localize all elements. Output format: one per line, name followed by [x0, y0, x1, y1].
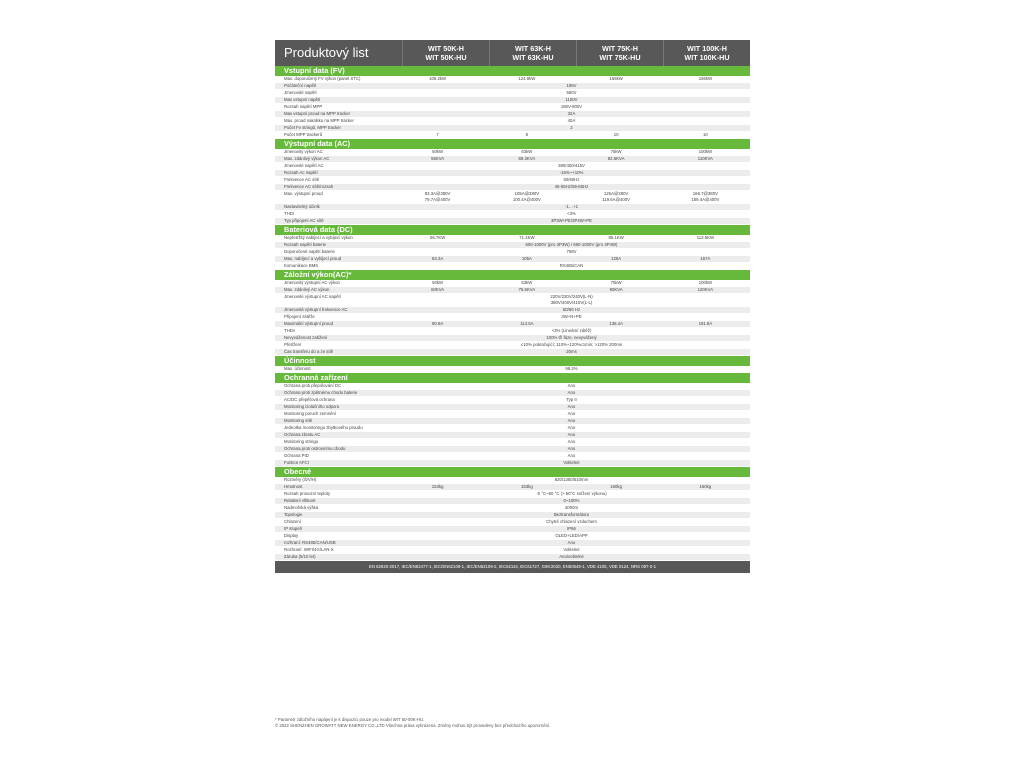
- row-label: Monitoring izolačního odporu: [284, 404, 340, 409]
- value-cell: -1…+1: [564, 204, 579, 209]
- table-row: [275, 263, 750, 270]
- value-cell: 32A: [567, 111, 576, 116]
- row-label: Max. výstupní proud: [284, 191, 323, 196]
- model-col-3: [576, 40, 663, 66]
- row-label: Jmenovité napětí AC: [284, 163, 324, 168]
- table-row: [275, 432, 750, 439]
- value-cell: 75kW: [610, 149, 622, 154]
- model-name: WIT 100K-H: [687, 44, 727, 53]
- value-cell: 125A@380V 119.6A@400V: [602, 191, 630, 202]
- table-row: [275, 491, 750, 498]
- section-header: Vstupní data (FV): [275, 66, 750, 76]
- value-cell: 153kg: [431, 484, 444, 489]
- table-row: [275, 383, 750, 390]
- table-row: [275, 484, 750, 491]
- row-label: Frekvence AC sítě/rozsah: [284, 184, 334, 189]
- row-values: [393, 170, 750, 176]
- table-row: [275, 554, 750, 561]
- value-cell: 550V: [566, 90, 577, 95]
- row-label: Topologie: [284, 512, 303, 517]
- value-cell: Ano: [567, 383, 576, 388]
- row-values: [393, 314, 750, 320]
- row-label: Chlazení: [284, 519, 301, 524]
- value-cell: 83.3A@380V 79.7A@400V: [424, 191, 451, 202]
- value-cell: Beztransformátoru: [553, 512, 590, 517]
- row-label: Rozsah provozní teploty: [284, 491, 331, 496]
- table-row: [275, 111, 750, 118]
- row-label: Max. zdánlivý výkon AC: [284, 156, 330, 161]
- model-name: WIT 50K-H: [428, 44, 464, 53]
- table-row: [275, 170, 750, 177]
- table-row: [275, 314, 750, 321]
- row-label: Čas transferu do a ze sítě: [284, 349, 334, 354]
- table-row: [275, 177, 750, 184]
- model-name: WIT 75K-H: [602, 44, 638, 53]
- value-cell: 50/60Hz: [563, 177, 580, 182]
- value-cell: 768V: [566, 249, 577, 254]
- table-row: [275, 328, 750, 335]
- row-label: Nepřetržitý nabíjecí a vybíjecí výkon: [284, 235, 353, 240]
- value-cell: 50/60 Hz: [562, 307, 581, 312]
- row-values: [393, 263, 750, 269]
- value-cell: Typ II: [566, 397, 577, 402]
- row-label: Záruka (5/10 let): [284, 554, 316, 559]
- value-cell: 63kW: [521, 149, 533, 154]
- value-cell: 136.4A: [609, 321, 623, 326]
- value-cell: 109.2kW: [429, 76, 447, 81]
- row-label: Monitoring sítě: [284, 418, 313, 423]
- value-cell: 166.7@380V 159.4A@400V: [691, 191, 720, 202]
- row-values: [393, 390, 750, 396]
- value-cell: 153kg: [521, 484, 533, 489]
- row-values: [393, 498, 750, 504]
- value-cell: 113.5KW: [696, 235, 715, 240]
- value-cell: 56.7KW: [429, 235, 446, 240]
- row-label: Jednotka monitoringu zbytkového proudu: [284, 425, 363, 430]
- row-label: Přetížení: [284, 342, 302, 347]
- model-col-1: [402, 40, 489, 66]
- table-row: [275, 460, 750, 467]
- row-label: Rozsah napětí baterie: [284, 242, 327, 247]
- model-col-4: [663, 40, 750, 66]
- value-cell: 3P3W+PE/3P4W+PE: [550, 218, 593, 223]
- value-cell: OLED+LED/APP: [555, 533, 588, 538]
- value-cell: 156kW: [698, 76, 713, 81]
- row-label: Display: [284, 533, 299, 538]
- sheet-title: Produktový list: [284, 45, 369, 60]
- table-row: [275, 294, 750, 307]
- row-values: [393, 397, 750, 403]
- row-values: [393, 554, 750, 560]
- row-label: Jmenovité napětí: [284, 90, 317, 95]
- table-row: [275, 335, 750, 342]
- value-cell: 0~100%: [563, 498, 580, 503]
- table-row: [275, 498, 750, 505]
- row-label: Doporučené napětí baterie: [284, 249, 335, 254]
- table-row: [275, 533, 750, 540]
- value-cell: 167A: [700, 256, 711, 261]
- row-values: [393, 484, 750, 490]
- row-label: Max. nabíjecí a vybíjecí proud: [284, 256, 342, 261]
- row-values: [393, 256, 750, 262]
- row-label: Počet Fv stringů. MPP tracker: [284, 125, 341, 130]
- value-cell: 100kW: [698, 149, 713, 154]
- value-cell: 45-55Hz/55-65Hz: [554, 184, 589, 189]
- value-cell: 82.5KVA: [607, 156, 625, 161]
- row-label: Komunikace BMS: [284, 263, 319, 268]
- row-label: Jmenovitý výstupní AC výkon: [284, 280, 340, 285]
- row-label: THDI: [284, 211, 295, 216]
- model-name: WIT 50K-HU: [425, 53, 467, 62]
- table-row: [275, 249, 750, 256]
- row-label: Jmenovitý výkon AC: [284, 149, 323, 154]
- row-values: [393, 404, 750, 410]
- value-cell: 55KVA: [431, 156, 445, 161]
- row-values: [393, 90, 750, 96]
- footnotes: [275, 717, 755, 729]
- section-header: Bateriová data (DC): [275, 225, 750, 235]
- row-values: [393, 425, 750, 431]
- value-cell: 40A: [567, 118, 576, 123]
- model-name: WIT 63K-H: [515, 44, 551, 53]
- row-values: [393, 111, 750, 117]
- row-label: Maximální výstupní proud: [284, 321, 333, 326]
- row-values: [393, 547, 750, 553]
- section-header: Ochranná zařízení: [275, 373, 750, 383]
- row-label: Relativní vlhkost: [284, 498, 316, 503]
- row-values: [393, 104, 750, 110]
- table-row: [275, 526, 750, 533]
- table-row: [275, 76, 750, 83]
- row-label: Ochrana proti ostrovnímu chodu: [284, 446, 346, 451]
- row-label: Počáteční napětí: [284, 83, 317, 88]
- row-label: Jmenovité výstupní AC napětí: [284, 294, 341, 299]
- row-label: IP stupeň: [284, 526, 303, 531]
- value-cell: 69.3KVA: [518, 156, 536, 161]
- row-values: [393, 235, 750, 241]
- row-values: [393, 491, 750, 497]
- row-values: [393, 342, 750, 348]
- row-label: Ochrana PID: [284, 453, 309, 458]
- row-label: rozhraní: RS485/CAN/USB: [284, 540, 336, 545]
- value-cell: IP66: [567, 526, 576, 531]
- row-values: [393, 97, 750, 103]
- row-label: Max vstupní proud na MPP tracker: [284, 111, 351, 116]
- value-cell: 83.3A: [432, 256, 444, 261]
- value-cell: 50kW: [432, 149, 444, 154]
- model-name: WIT 100K-HU: [684, 53, 730, 62]
- value-cell: 85.1KW: [608, 235, 624, 240]
- table-row: [275, 411, 750, 418]
- table-row: [275, 349, 750, 356]
- value-cell: 820/1350/510mm: [554, 477, 589, 482]
- footnote: * Parametr záložního napájení je k dispozici pouze pro model WIT 50-00K-HU.: [275, 717, 425, 722]
- value-cell: Volitelné: [563, 547, 580, 552]
- row-values: [393, 533, 750, 539]
- row-label: Monitoring poruch zemnění: [284, 411, 337, 416]
- row-values: [393, 439, 750, 445]
- row-label: Rozsah Ac napětí: [284, 170, 318, 175]
- row-values: [393, 191, 750, 203]
- value-cell: Ano: [567, 390, 576, 395]
- table-row: [275, 453, 750, 460]
- value-cell: 195V: [566, 83, 577, 88]
- value-cell: Ano: [567, 432, 576, 437]
- value-cell: 2: [570, 125, 573, 130]
- value-cell: Ano: [567, 425, 576, 430]
- row-values: [393, 184, 750, 190]
- row-label: AC/DC přepěťová ochrana: [284, 397, 335, 402]
- value-cell: -15%~+10%: [559, 170, 584, 175]
- value-cell: Volitelné: [563, 460, 580, 465]
- model-name: WIT 63K-HU: [512, 53, 554, 62]
- table-row: [275, 280, 750, 287]
- value-cell: 124.8kW: [518, 76, 536, 81]
- section-header: Účinnost: [275, 356, 750, 366]
- value-cell: RS485/CAN: [559, 263, 584, 268]
- row-values: [393, 460, 750, 466]
- row-values: [393, 242, 750, 248]
- table-row: [275, 256, 750, 263]
- row-label: Max. doporučený FV výkon (panel STC): [284, 76, 361, 81]
- table-row: [275, 505, 750, 512]
- value-cell: 75kW: [610, 280, 622, 285]
- value-cell: 120KVA: [697, 287, 714, 292]
- table-row: [275, 149, 750, 156]
- value-cell: Ano: [567, 540, 576, 545]
- row-values: [393, 512, 750, 518]
- row-values: [393, 249, 750, 255]
- table-row: [275, 519, 750, 526]
- table-row: [275, 132, 750, 139]
- row-values: [393, 383, 750, 389]
- value-cell: 220V/230V/240V(L-N) 380V/400V/415V(L-L): [550, 294, 593, 305]
- table-row: [275, 163, 750, 170]
- row-values: [393, 280, 750, 286]
- row-label: Hmotnost: [284, 484, 303, 489]
- value-cell: 20ms: [566, 349, 577, 354]
- value-cell: 60KVA: [431, 287, 445, 292]
- value-cell: 105A@380V 100.4A@400V: [512, 191, 541, 202]
- row-label: Připojení zátěže: [284, 314, 315, 319]
- table-row: [275, 156, 750, 163]
- value-cell: 7: [436, 132, 439, 137]
- value-cell: 105A: [521, 256, 532, 261]
- row-values: [393, 349, 750, 355]
- table-row: [275, 425, 750, 432]
- row-label: Max. proud nakrátko na MPP tracker: [284, 118, 354, 123]
- row-label: Jmenovitá výstupní frekvence AC: [284, 307, 348, 312]
- row-values: [393, 125, 750, 131]
- value-cell: 600-1000V (pro 3P3W) / 680-1000V (pro 3P4W): [525, 242, 618, 247]
- table-row: [275, 397, 750, 404]
- row-values: [393, 287, 750, 293]
- row-values: [393, 526, 750, 532]
- table-row: [275, 97, 750, 104]
- value-cell: 180V-800V: [560, 104, 583, 109]
- copyright-note: © 2022 SHENZHEN GROWATT NEW ENERGY CO.,LTD Všechna práva vyhrazena. Změny mohou být provedeny bez předchozího upozornění.: [275, 723, 551, 728]
- table-row: [275, 211, 750, 218]
- row-label: Rozhraní: WIFI/4G/LAN-X: [284, 547, 334, 552]
- value-cell: Chytré chlazení vzduchem: [546, 519, 597, 524]
- value-cell: 10: [613, 132, 619, 137]
- row-label: Rozměry (Š/V/H): [284, 477, 317, 482]
- table-row: [275, 287, 750, 294]
- value-cell: 160kg: [699, 484, 712, 489]
- row-label: Funkce AFCI: [284, 460, 309, 465]
- table-row: [275, 321, 750, 328]
- row-values: [393, 294, 750, 306]
- value-cell: 8: [525, 132, 529, 137]
- value-cell: 110KVA: [697, 156, 713, 161]
- table-header: [275, 40, 750, 66]
- table-row: [275, 390, 750, 397]
- value-cell: 90.9A: [432, 321, 444, 326]
- value-cell: 380/400/415V: [558, 163, 585, 168]
- value-cell: Ano: [567, 411, 576, 416]
- row-values: [393, 177, 750, 183]
- row-values: [393, 505, 750, 511]
- row-label: Počet MPP trackerů: [284, 132, 323, 137]
- section-header: Výstupní data (AC): [275, 139, 750, 149]
- table-row: [275, 540, 750, 547]
- table-row: [275, 477, 750, 484]
- row-label: Max. zdánlivý AC výkon: [284, 287, 330, 292]
- row-label: Typ připojení AC sítě: [284, 218, 324, 223]
- value-cell: Ano: [567, 418, 576, 423]
- table-row: [275, 104, 750, 111]
- row-values: [393, 211, 750, 217]
- row-values: [393, 418, 750, 424]
- table-row: [275, 366, 750, 373]
- value-cell: 160kg: [610, 484, 622, 489]
- row-label: Frekvence AC sítě: [284, 177, 320, 182]
- value-cell: 114.5A: [520, 321, 534, 326]
- value-cell: Ano: [567, 446, 576, 451]
- row-values: [393, 477, 750, 483]
- value-cell: 10: [702, 132, 708, 137]
- value-cell: 63kW: [521, 280, 533, 285]
- value-cell: 98.2%: [565, 366, 578, 371]
- value-cell: -0 °C~60 °C (> 50°C snížení výkonu): [536, 491, 607, 496]
- row-label: Ochrana zkratu AC: [284, 432, 321, 437]
- row-values: [393, 328, 750, 334]
- row-values: [393, 540, 750, 546]
- row-label: Max. účinnost: [284, 366, 311, 371]
- row-values: [393, 307, 750, 313]
- value-cell: Ano: [567, 439, 576, 444]
- row-values: [393, 335, 750, 341]
- row-label: Ochrana proti přepólování DC: [284, 383, 342, 388]
- row-values: [393, 446, 750, 452]
- row-values: [393, 453, 750, 459]
- table-row: [275, 307, 750, 314]
- value-cell: 156kW: [609, 76, 623, 81]
- value-cell: 3W+N+PE: [561, 314, 582, 319]
- table-row: [275, 547, 750, 554]
- table-row: [275, 191, 750, 204]
- row-label: Nadmořská výška: [284, 505, 319, 510]
- row-label: THDv: [284, 328, 295, 333]
- table-row: [275, 446, 750, 453]
- value-cell: 90KVA: [609, 287, 623, 292]
- model-name: WIT 75K-HU: [599, 53, 641, 62]
- row-values: [393, 218, 750, 224]
- table-row: [275, 439, 750, 446]
- table-row: [275, 83, 750, 90]
- table-row: [275, 404, 750, 411]
- table-row: [275, 235, 750, 242]
- datasheet-table: [275, 40, 750, 573]
- row-label: Ochrana proti zpětnému chodu baterie: [284, 390, 358, 395]
- row-label: Max vstupní napětí: [284, 97, 321, 102]
- row-label: Monitoring stringu: [284, 439, 319, 444]
- table-row: [275, 218, 750, 225]
- row-label: Nevyváženost zatížení: [284, 335, 328, 340]
- row-label: Rozsah napětí MPP: [284, 104, 323, 109]
- table-row: [275, 204, 750, 211]
- value-cell: <3%: [567, 211, 576, 216]
- table-row: [275, 125, 750, 132]
- value-cell: <3% (Lineární zátěž): [551, 328, 592, 333]
- value-cell: 100kW: [698, 280, 713, 285]
- row-values: [393, 519, 750, 525]
- table-row: [275, 118, 750, 125]
- table-row: [275, 418, 750, 425]
- value-cell: 50kW: [432, 280, 444, 285]
- table-row: [275, 90, 750, 97]
- row-values: [393, 163, 750, 169]
- table-row: [275, 184, 750, 191]
- row-values: [393, 321, 750, 327]
- value-cell: 1100V: [565, 97, 578, 102]
- value-cell: 100% tří fáze, nevyvážený: [546, 335, 597, 340]
- table-row: [275, 342, 750, 349]
- value-cell: Ano: [567, 453, 576, 458]
- row-values: [393, 118, 750, 124]
- table-row: [275, 512, 750, 519]
- value-cell: ≤10% pokračující; 110%~120%≤1min; >120% 200ms: [520, 342, 623, 347]
- row-values: [393, 156, 750, 162]
- value-cell: 71.4KW: [519, 235, 535, 240]
- row-values: [393, 204, 750, 210]
- row-values: [393, 432, 750, 438]
- row-values: [393, 76, 750, 82]
- row-values: [393, 149, 750, 155]
- table-body: [275, 66, 750, 561]
- certifications-footer: EN 62920-2017, IEC/EN62477-1, IEC/EN62109-1, IEC/EN62109-2, IEC62116, IEC61727, G99:2020, EN50549-1, VDE 4105, VDE 0124, NRS 097-2-1: [275, 561, 750, 573]
- model-col-2: [489, 40, 576, 66]
- row-label: Nastavitelný účiník: [284, 204, 320, 209]
- value-cell: Ano/volitelné: [559, 554, 584, 559]
- value-cell: 4000m: [564, 505, 579, 510]
- row-values: [393, 132, 750, 138]
- section-header: Záložní výkon(AC)*: [275, 270, 750, 280]
- section-header: Obecné: [275, 467, 750, 477]
- value-cell: 181.8A: [698, 321, 713, 326]
- row-values: [393, 83, 750, 89]
- value-cell: 75.6KVA: [518, 287, 536, 292]
- value-cell: 125A: [611, 256, 622, 261]
- row-values: [393, 411, 750, 417]
- value-cell: Ano: [567, 404, 576, 409]
- row-values: [393, 366, 750, 372]
- table-row: [275, 242, 750, 249]
